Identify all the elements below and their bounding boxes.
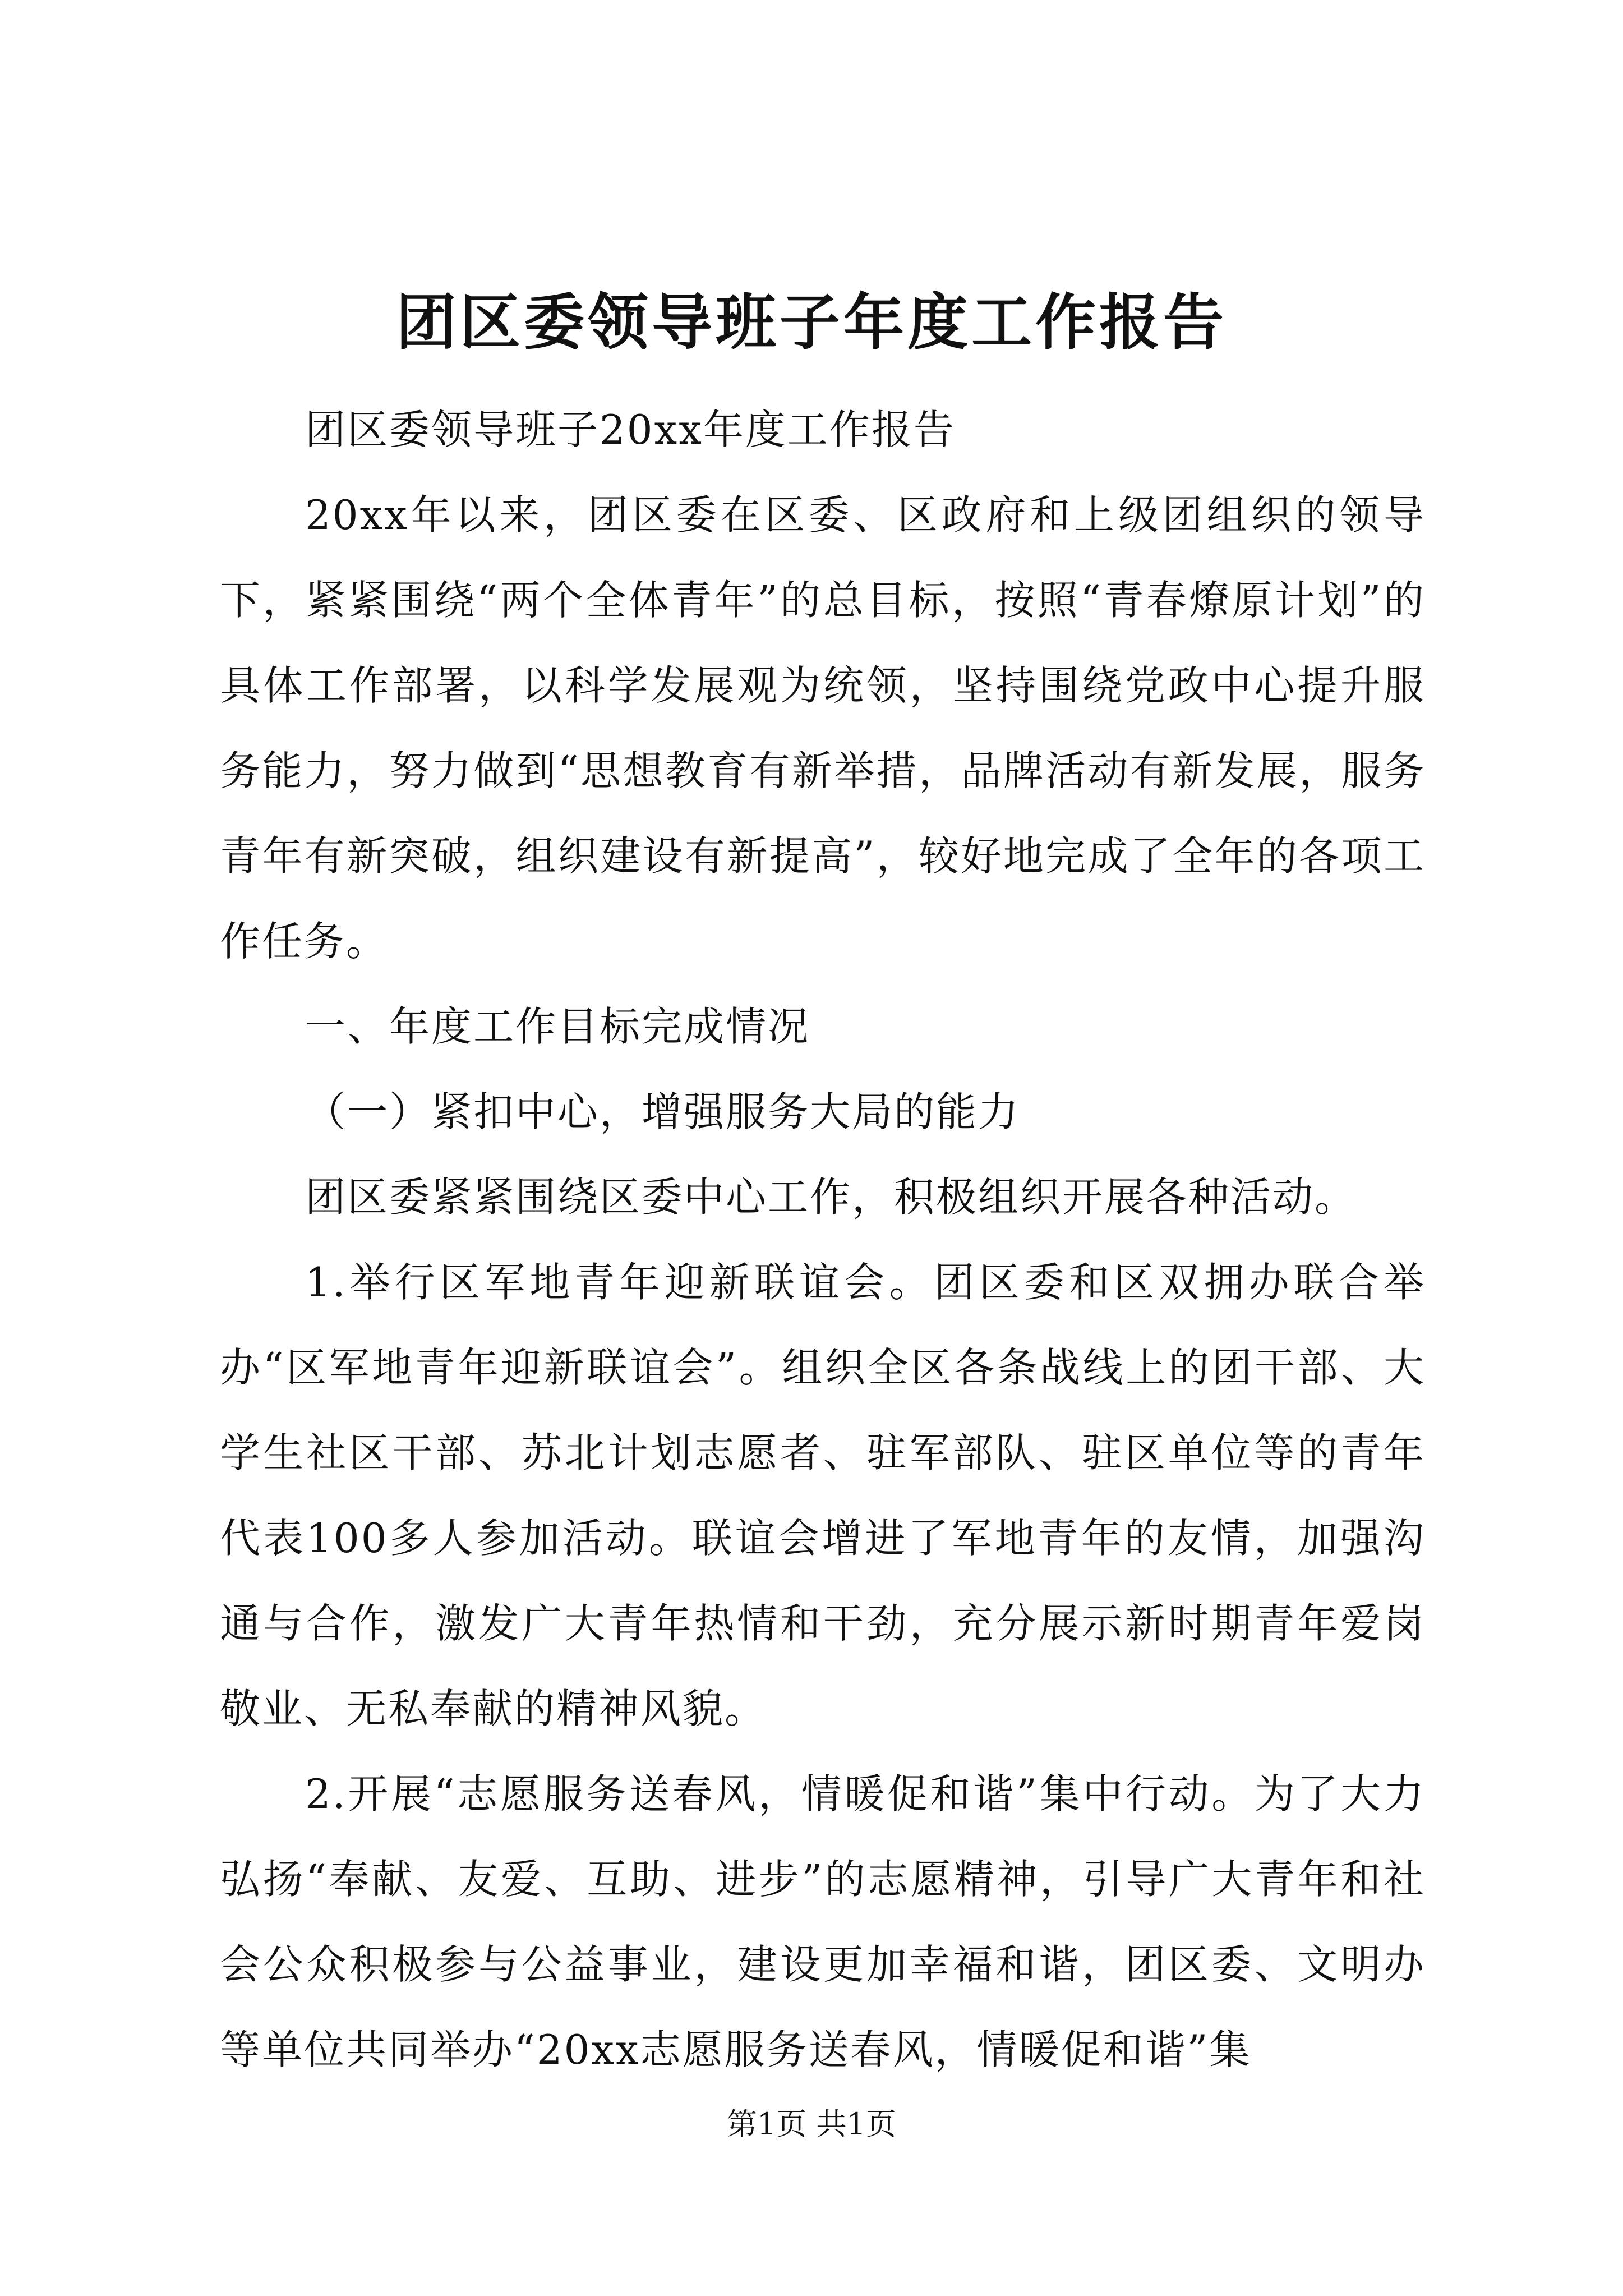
page-footer: 第1页 共1页: [727, 2106, 896, 2142]
subsection-heading: （一）紧扣中心，增强服务大局的能力: [305, 1088, 1021, 1135]
document-title: 团区委领导班子年度工作报告: [395, 287, 1227, 358]
paragraph-subtitle: 团区委领导班子20xx年度工作报告: [305, 406, 956, 453]
paragraph-summary: 团区委紧紧围绕区委中心工作，积极组织开展各种活动。: [305, 1174, 1357, 1221]
section-heading: 一、年度工作目标完成情况: [305, 1003, 810, 1050]
paragraph-intro: 20xx年以来，团区委在区委、区政府和上级团组织的领导下，紧紧围绕“两个全体青年”的总目标，按照“青春燎原计划”的具体工作部署，以科学发展观为统领，坚持围绕党政中心提升服务能力，努力做到“思想教育有新举措，品牌活动有新发展，服务青年有新突破，组织建设有新提高”，较好地完成了全年的各项工作任务。: [220, 491, 1426, 965]
paragraph-item-1: 1.举行区军地青年迎新联谊会。团区委和区双拥办联合举办“区军地青年迎新联谊会”。组织全区各条战线上的团干部、大学生社区干部、苏北计划志愿者、驻军部队、驻区单位等的青年代表100多人参加活动。联谊会增进了军地青年的友情，加强沟通与合作，激发广大青年热情和干劲，充分展示新时期青年爱岗敬业、无私奉献的精神风貌。: [220, 1259, 1426, 1732]
paragraph-item-2: 2.开展“志愿服务送春风，情暖促和谐”集中行动。为了大力弘扬“奉献、友爱、互助、进步”的志愿精神，引导广大青年和社会公众积极参与公益事业，建设更加幸福和谐，团区委、文明办等单位共同举办“20xx志愿服务送春风，情暖促和谐”集: [220, 1770, 1426, 2073]
document-body: [220, 387, 1426, 2092]
